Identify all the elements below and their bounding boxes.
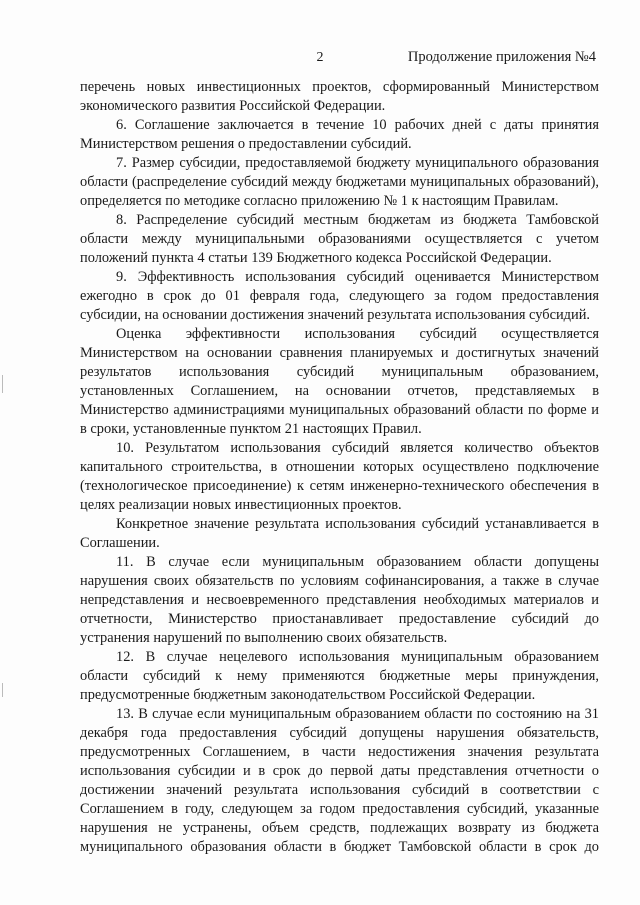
- paragraph-9: 9. Эффективность использования субсидий оценивается Министерством ежегодно в срок до 01 февраля года, следующего за годом предоставления субсидии, на основании достижения значений результата использования субсидий.: [80, 269, 599, 323]
- scan-artifact: [2, 683, 3, 697]
- paragraph-6: 6. Соглашение заключается в течение 10 рабочих дней с даты принятия Министерством решения о предоставлении субсидий.: [80, 117, 599, 152]
- page-number: 2: [316, 50, 324, 65]
- paragraph-11: 11. В случае если муниципальным образованием области допущены нарушения своих обязательств по условиям софинансирования, а также в случае непредставления и несвоевременного представления необходимых материалов и отчетности, Министерство приостанавливает предоставление субсидий до устранения нарушений по выполнению своих обязательств.: [80, 554, 599, 646]
- paragraph-7: 7. Размер субсидии, предоставляемой бюджету муниципального образования области (распределение субсидий между бюджетами муниципальных образований), определяется по методике согласно приложению № 1 к настоящим Правилам.: [80, 155, 599, 209]
- paragraph-10: 10. Результатом использования субсидий является количество объектов капитального строительства, в отношении которых осуществлено подключение (технологическое присоединение) к сетям инженерно-технического обеспечения в целях реализации новых инвестиционных проектов.: [80, 440, 599, 513]
- paragraph-13: 13. В случае если муниципальным образованием области по состоянию на 31 декабря года предоставления субсидий допущены нарушения обязательств, предусмотренных Соглашением, в части недостижения значения результата использования субсидии и в срок до первой даты представления отчетности о достижении значений результата использования субсидий в соответствии с Соглашением в году, следующем за годом предоставления субсидий, указанные нарушения не устранены, объем средств, подлежащих возврату из бюджета муниципального образования области в бюджет Тамбовской области в срок до: [80, 706, 599, 855]
- scan-artifact: [2, 375, 3, 393]
- paragraph-9-evaluation: Оценка эффективности использования субсидий осуществляется Министерством на основании сравнения планируемых и достигнутых значений результатов использования субсидий муниципальным образованием, установленных Соглашением, на основании отчетов, представляемых в Министерство администрациями муниципальных образований области по форме и в сроки, установленные пунктом 21 настоящих Правил.: [80, 326, 599, 437]
- appendix-continuation-note: Продолжение приложения №4: [407, 49, 596, 65]
- paragraph-12: 12. В случае нецелевого использования муниципальным образованием области субсидий к нему применяются бюджетные меры принуждения, предусмотренные бюджетным законодательством Российской Федерации.: [80, 649, 599, 703]
- paragraph-10-specific-value: Конкретное значение результата использования субсидий устанавливается в Соглашении.: [80, 516, 599, 551]
- paragraph-8: 8. Распределение субсидий местным бюджетам из бюджета Тамбовской области между муниципальными образованиями осуществляется с учетом положений пункта 4 статьи 139 Бюджетного кодекса Российской Федерации.: [80, 212, 599, 266]
- document-body: [80, 78, 599, 857]
- paragraph-continuation: перечень новых инвестиционных проектов, сформированный Министерством экономического развития Российской Федерации.: [80, 79, 599, 114]
